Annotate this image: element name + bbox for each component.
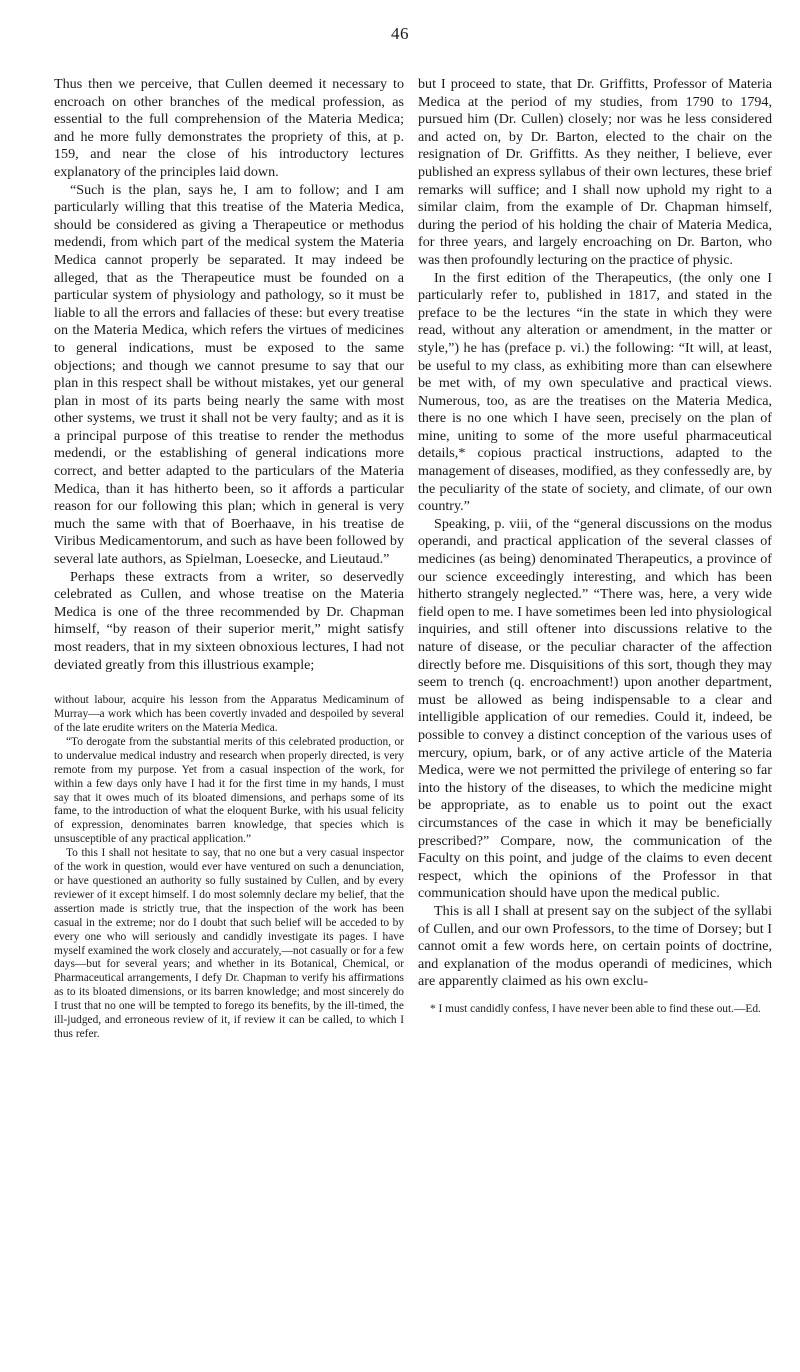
footnote — [418, 1003, 772, 1017]
paragraph: Speaking, p. viii, of the “general discussions on the modus operandi, and practical application of the several classes of medicines (as being) denominated Therapeutics, a province of our science exceedingly interesting, and which has been hitherto strangely neglected.” “There was, here, a very wide field open to me. I have sometimes been led into physiological inquiries, and still oftener into discussions relative to the nature of disease, or the peculiar character of the affection directly before me. Disquisitions of this sort, though they may seem to trench (q. encroachment!) upon another department, must be allowed as being indispensable to a clear and intelligible application of our remedies. Could it, indeed, be possible to convey a distinct conception of the various uses of mercury, opium, bark, or of any active article of the Materia Medica, were we not permitted the privilege of entering so far into the history of the diseases, to which the medicine might be appropriate, as to enable us to point out the exact circumstances of the case in which it may be beneficially prescribed?” Compare, now, the communication of the Faculty on this point, and judge of the claims to even decent respect, which the opinions of the Professor in that communication should have upon the medical public. — [418, 515, 772, 902]
paragraph: This is all I shall at present say on the subject of the syllabi of Cullen, and our own Professors, to the time of Dorsey; but I cannot omit a few words here, on certain points of doctrine, and explanation of the modus operandi of medicines, which are apparently claimed as his own exclu- — [418, 902, 772, 990]
paragraph: Perhaps these extracts from a writer, so deservedly celebrated as Cullen, and whose treatise on the Materia Medica is one of the three recommended by Dr. Chapman himself, “by reason of their superior merit,” might satisfy most readers, that in my sixteen obnoxious lectures, I had not deviated greatly from this illustrious example; — [54, 568, 404, 673]
paragraph: Thus then we perceive, that Cullen deemed it necessary to encroach on other branches of the medical profession, as essential to the full comprehension of the Materia Medica; and he more fully demonstrates the propriety of this, at p. 159, and near the close of his introductory lectures explanatory of the principles laid down. — [54, 76, 404, 180]
section-gap — [54, 674, 404, 694]
footnote-paragraph: “To derogate from the substantial merits of this celebrated production, or to undervalue medical industry and research when properly directed, is very remote from my purpose. Yet from a casual inspection of the work, for within a few days only have I had it for the first time in my hands, I must say that it owes much of its bloated dimensions, and perhaps some of its fame, to the introduction of what the eloquent Burke, with his usual felicity of expression, denominates barren knowledge, that species which is unsusceptible of any practical application.” — [54, 735, 404, 846]
right-column — [418, 76, 772, 1017]
footnote-paragraph: To this I shall not hesitate to say, that no one but a very casual inspector of the work in question, would ever have ventured on such a denunciation, or have questioned an authority so fully sustained by Cullen, and by every reviewer of it except himself. I do most solemnly declare my belief, that the assertion made is strictly true, that the inspection of the work has been casual in the extreme; nor do I doubt that such belief will be acceded to by every one who will seriously and candidly investigate its pages. I have myself examined the work closely and accurately,—not casually or for a few days—but for several years; and whether in its Botanical, Chemical, or Pharmaceutical arrangements, I defy Dr. Chapman to verify his affirmations as to its bloated dimensions, or its barren knowledge; and most sincerely do I trust that no one will be tempted to forego its benefits, by the ill-timed, the ill-judged, and erroneous review of it, if review it can be called, to which I thus refer. — [54, 847, 404, 1040]
left-column — [54, 76, 404, 1042]
page-number: 46 — [391, 24, 409, 43]
quotation-paragraph: “Such is the plan, says he, I am to follow; and I am particularly willing that this treatise of the Materia Medica, should be considered as giving a Therapeutice or methodus medendi, from which part of the medical system the Materia Medica cannot properly be separated. It may indeed be alleged, that as the Therapeutice must be founded on a particular system of physiology and pathology, so it must be liable to all the errors and fallacies of these: but every treatise on the Materia Medica, which refers the virtues of medicines to general indications, must be exposed to the same objections; and though we cannot presume to say that our plan in this respect shall be without mistakes, yet our general plan in most of its parts being nearly the same with most other systems, we trust it shall not be very faulty; and as it is a principal purpose of this treatise to render the methodus medendi, or the establishing of general indications more correct, and better adapted to the particulars of the Materia Medica, than it has hitherto been, so it affords a particular reason for our following this plan; which in general is very much the same with that of Boerhaave, in his treatise de Viribus Medicamentorum, and such as have been followed by several late authors, as Spielman, Loesecke, and Lieutaud.” — [54, 181, 404, 568]
paragraph: but I proceed to state, that Dr. Griffitts, Professor of Materia Medica at the period of my studies, from 1790 to 1794, pursued him (Dr. Cullen) closely; nor was he less considered and acted on, by Dr. Barton, elected to the chair on the resignation of Dr. Griffitts. As they neither, I believe, ever published an express syllabus of their own lectures, these brief remarks will suffice; and I shall now uphold my right to a similar claim, from the example of Dr. Chapman himself, during the period of his holding the chair of Materia Medica, for three years, and largely encroaching on Dr. Barton, who was then profoundly lecturing on the practice of physic. — [418, 76, 772, 268]
paragraph: In the first edition of the Therapeutics, (the only one I particularly refer to, published in 1817, and stated in the preface to be the lectures “in the state in which they were read, without any alteration or amendment, in the matter or style,”) he has (preface p. vi.) the following: “It will, at least, be useful to my class, as exhibiting more than can elsewhere be met with, of my own speculative and practical views. Numerous, too, as are the treatises on the Materia Medica, there is no one which I have seen, precisely on the plan of mine, uniting to some of the more useful pharmaceutical details,* copious practical instructions, adapted to the management of diseases, modified, as they confessedly are, by the peculiarity of the state of society, and climate, of our own country.” — [418, 269, 772, 515]
continued-footnote — [54, 694, 404, 1042]
footnote-text: * I must candidly confess, I have never been able to find these out.—Ed. — [430, 1002, 761, 1015]
footnote-paragraph: without labour, acquire his lesson from the Apparatus Medicaminum of Murray—a work which has been covertly invaded and despoiled by several of the late erudite writers on the Materia Medica. — [54, 694, 404, 734]
